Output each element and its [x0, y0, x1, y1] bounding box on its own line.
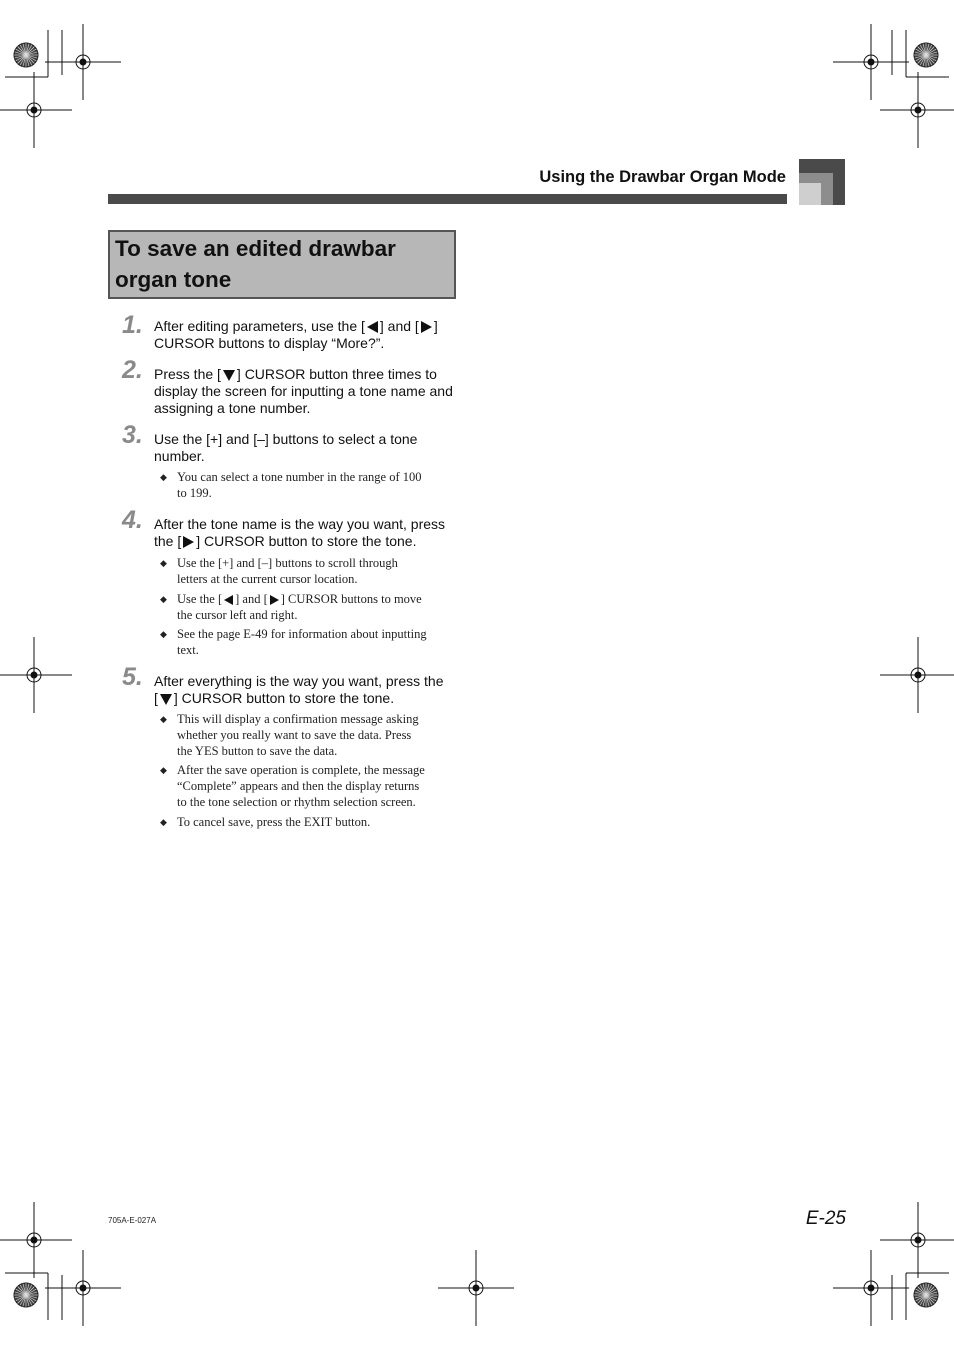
- diamond-bullet-icon: ◆: [160, 472, 167, 482]
- bullet-item: ◆ After the save operation is complete, the message “Complete” appears and then the display returns to the tone selection or rhythm selection screen.: [160, 763, 425, 809]
- bullet-item: ◆ See the page E-49 for information about inputting text.: [160, 627, 427, 657]
- cursor-left-icon: [367, 321, 378, 333]
- diamond-bullet-icon: ◆: [160, 629, 167, 639]
- step-text: After everything is the way you want, press the [ ] CURSOR button to store the tone.: [154, 673, 444, 706]
- bullet-item: ◆ To cancel save, press the EXIT button.: [160, 815, 371, 829]
- bullet-item: ◆ You can select a tone number in the range of 100 to 199.: [160, 470, 422, 500]
- bullet-item: ◆ Use the [+] and [–] buttons to scroll through letters at the current cursor location.: [160, 556, 398, 586]
- step-text: Use the [+] and [–] buttons to select a tone number.: [154, 431, 418, 464]
- section-title: To save an edited drawbar organ tone: [115, 236, 396, 292]
- step-number: 3.: [122, 421, 143, 449]
- step-number: 5.: [122, 663, 143, 691]
- cursor-down-icon: [223, 370, 235, 381]
- page-number: E-25: [805, 1208, 846, 1229]
- document-code: 705A-E-027A: [108, 1216, 157, 1225]
- bullet-item: ◆ This will display a confirmation message asking whether you really want to save the data. Press the YES button to save the data.: [160, 712, 419, 758]
- diamond-bullet-icon: ◆: [160, 558, 167, 568]
- cursor-left-icon: [224, 595, 233, 605]
- diamond-bullet-icon: ◆: [160, 594, 167, 604]
- step-text: After editing parameters, use the [ ] and [ ] CURSOR buttons to display “More?”.: [154, 318, 438, 351]
- step-text: Press the [ ] CURSOR button three times to display the screen for inputting a tone name and assigning a tone number.: [154, 366, 453, 416]
- cursor-right-icon: [183, 536, 194, 548]
- cursor-down-icon: [160, 694, 172, 705]
- step-number: 2.: [122, 356, 143, 384]
- bullet-item: ◆ Use the [ ] and [ ] CURSOR buttons to move the cursor left and right.: [160, 592, 422, 622]
- running-header-title: Using the Drawbar Organ Mode: [539, 168, 786, 186]
- diamond-bullet-icon: ◆: [160, 765, 167, 775]
- diamond-bullet-icon: ◆: [160, 817, 167, 827]
- diamond-bullet-icon: ◆: [160, 714, 167, 724]
- step-text: After the tone name is the way you want, press the [ ] CURSOR button to store the tone.: [154, 516, 446, 549]
- chapter-tab-icon: [799, 159, 845, 205]
- cursor-right-icon: [421, 321, 432, 333]
- cursor-right-icon: [270, 595, 279, 605]
- step-number: 4.: [122, 506, 143, 534]
- step-number: 1.: [122, 311, 143, 339]
- header-rule: [108, 194, 787, 204]
